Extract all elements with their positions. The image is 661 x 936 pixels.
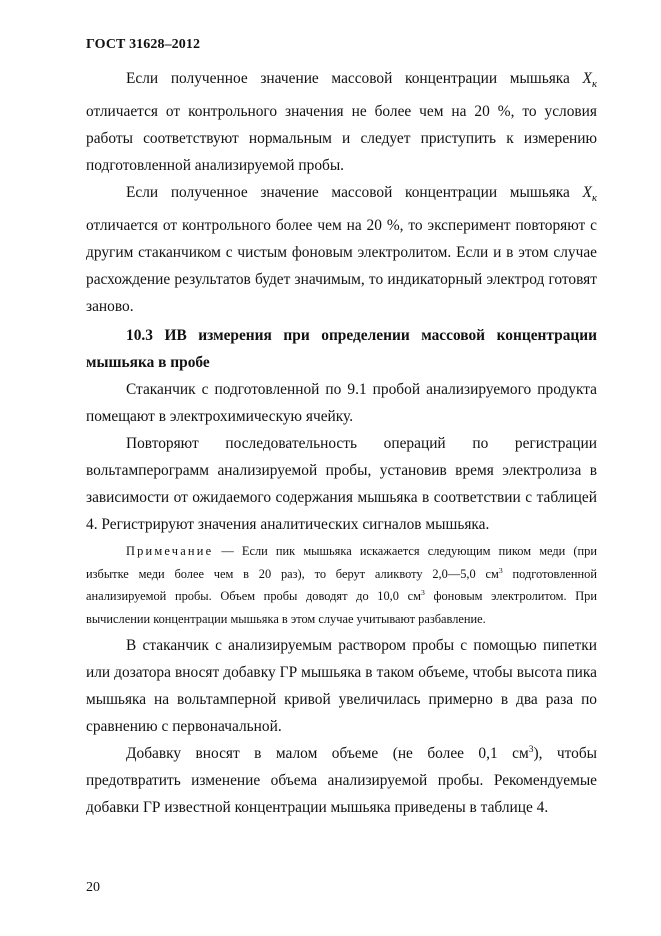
paragraph-control-fail [86,179,597,320]
note-text: фоновым электролитом. При вычислении концентрации мышьяка в этом случае учитывают разбавление. [86,589,597,626]
note-label: Примечание [126,544,214,559]
note-block [86,540,597,630]
page-header: ГОСТ 31628–2012 [86,37,201,52]
paragraph-text: ), чтобы предотвратить изменение объема анализируемой пробы. Рекомендуемые добавки ГР известной концентрации мышьяка приведены в таблице 4. [86,745,597,817]
paragraph-text: Если полученное значение массовой концентрации мышьяка [126,70,583,87]
paragraph-text: отличается от контрольного значения не более чем на 20 %, то условия работы соответствуют нормальным и следует приступить к измерению подготовленной анализируемой пробы. [86,103,597,175]
paragraph-control-ok [86,65,597,179]
note-text: — Если пик мышьяка искажается следующим пиком меди (при избытке меди более чем в 20 раз), то берут аликвоту 2,0—5,0 см [86,544,597,581]
superscript: 3 [528,744,534,756]
paragraph-repeat-operations: Повторяют последовательность операций по регистрации вольтамперограмм анализируемой пробы, установив время электролиза в зависимости от ожидаемого содержания мышьяка в соответствии с таблицей 4. Регистрируют значения аналитических сигналов мышьяка. [86,435,597,534]
page-number: 20 [86,880,100,895]
variable-subscript: к [591,78,597,91]
variable-subscript: к [591,192,597,205]
paragraph-add-standard: В стаканчик с анализируемым раствором пробы с помощью пипетки или дозатора вносят добавку ГР мышьяка в таком объеме, чтобы высота пика мышьяка на вольтамперной кривой увеличилась примерно в два раза по сравнению с первоначальной. [86,637,597,736]
superscript: 3 [498,565,503,575]
paragraph-small-volume [86,740,597,821]
paragraph-text: отличается от контрольного более чем на 20 %, то эксперимент повторяют с другим стаканчиком с чистым фоновым электролитом. Если и в этом случае расхождение результатов будет значимым, то индикаторный электрод готовят заново. [86,217,597,316]
paragraph-place-sample: Стаканчик с подготовленной по 9.1 пробой анализируемого продукта помещают в электрохимическую ячейку. [86,381,597,426]
note-text: подготовленной анализируемой пробы. Объем пробы доводят до 10,0 см [86,566,597,604]
document-body [86,65,597,821]
variable-x: X [582,184,592,202]
paragraph-text: Если полученное значение массовой концентрации мышьяка [126,184,583,202]
superscript: 3 [420,588,425,598]
section-heading: 10.3 ИВ измерения при определении массовой концентрации мышьяка в пробе [86,327,597,372]
paragraph-text: Добавку вносят в малом объеме (не более 0,1 см [126,745,529,763]
variable-x: X [582,70,592,87]
